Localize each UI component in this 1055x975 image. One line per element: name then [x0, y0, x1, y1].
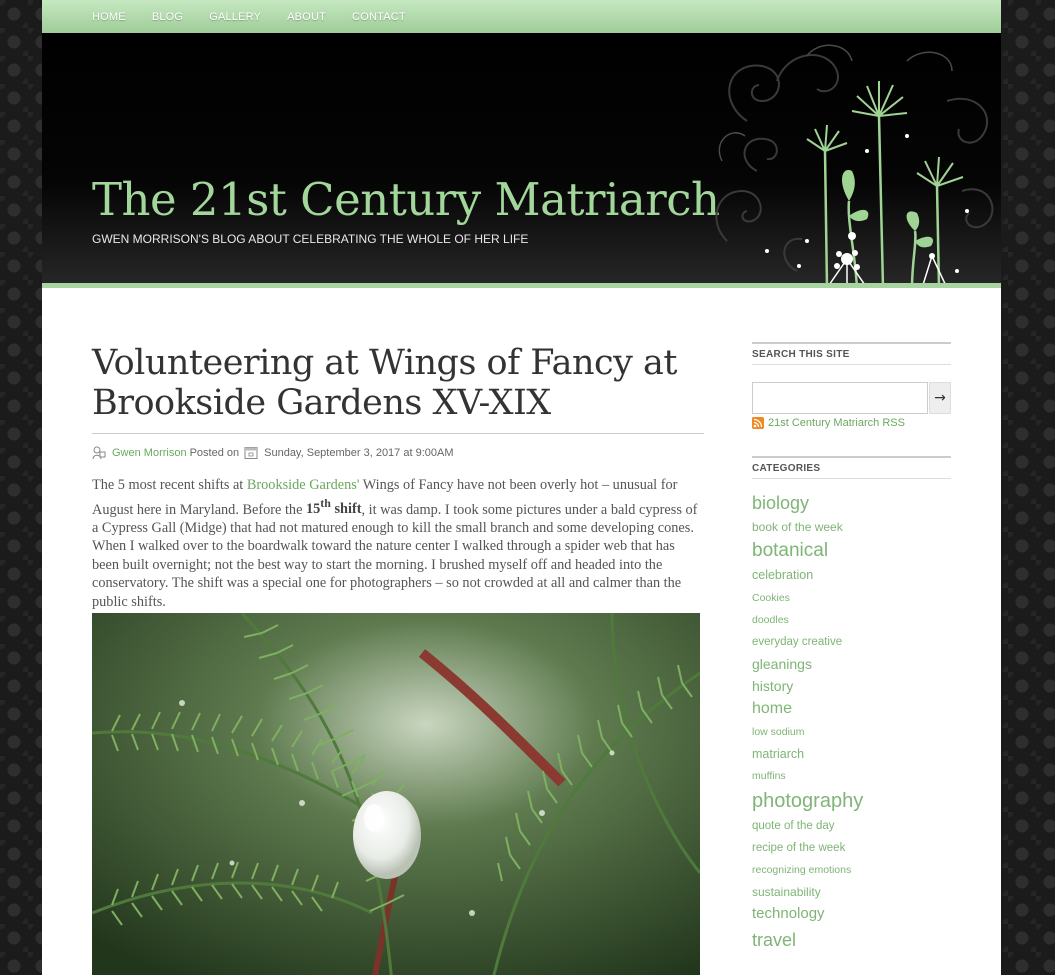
site-tagline: GWEN MORRISON'S BLOG ABOUT CELEBRATING THE WHOLE OF HER LIFE — [92, 232, 529, 246]
search-input[interactable] — [752, 382, 928, 414]
calendar-icon — [244, 446, 258, 460]
brookside-gardens-link[interactable]: Brookside Gardens' — [246, 477, 360, 493]
post-meta — [92, 444, 704, 462]
post-bold-shift: shift — [330, 501, 362, 518]
categories-widget-title: CATEGORIES — [752, 456, 951, 479]
main-content — [92, 343, 704, 975]
floral-header-illustration — [707, 41, 1001, 288]
tag-recipe-of-the-week[interactable]: recipe of the week — [752, 842, 846, 854]
search-form — [752, 382, 951, 414]
tag-botanical[interactable]: botanical — [752, 540, 829, 561]
tag-recognizing-emotions[interactable]: recognizing emotions — [752, 864, 852, 876]
tag-matriarch[interactable]: matriarch — [752, 747, 805, 761]
nav-home[interactable]: HOME — [92, 10, 126, 23]
post-author-link[interactable]: Gwen Morrison — [112, 447, 187, 459]
tag-home[interactable]: home — [752, 700, 793, 717]
post-title-line1: Volunteering at Wings of Fancy at — [92, 343, 677, 383]
post-bold-sup: th — [320, 496, 331, 511]
tag-quote-of-the-day[interactable]: quote of the day — [752, 820, 835, 832]
nav-gallery[interactable]: GALLERY — [209, 10, 262, 23]
rss-icon — [752, 417, 764, 429]
tag-book-of-the-week[interactable]: book of the week — [752, 520, 843, 534]
post-photo-cypress-gall[interactable] — [92, 613, 700, 975]
post-text-2: Wings of Fancy have not been overly hot – unusual for August here in Maryland. Before the — [92, 477, 678, 518]
tag-doodles[interactable]: doodles — [752, 614, 789, 626]
category-tag-cloud — [752, 491, 951, 955]
post-text-1: The 5 most recent shifts at — [92, 477, 247, 493]
post-bold-num: 15 — [306, 501, 321, 518]
nav-contact[interactable]: CONTACT — [352, 10, 406, 23]
post-date: Sunday, September 3, 2017 at 9:00AM — [264, 447, 454, 459]
tag-sustainability[interactable]: sustainability — [752, 885, 821, 899]
tag-everyday-creative[interactable]: everyday creative — [752, 636, 843, 648]
tag-travel[interactable]: travel — [752, 930, 797, 950]
tag-muffins[interactable]: muffins — [752, 770, 786, 782]
nav-blog[interactable]: BLOG — [151, 10, 184, 23]
posted-on-label: Posted on — [189, 447, 240, 459]
top-nav — [42, 0, 1001, 33]
sidebar — [752, 342, 951, 955]
tag-photography[interactable]: photography — [752, 790, 864, 812]
rss-link[interactable] — [752, 417, 951, 429]
post-text-3: , it was damp. I took some pictures under a bald cypress of a Cypress Gall (Midge) that had not matured enough to kill the small branch and some developing cones. When I walked over to the boardwalk toward the nature center I walked through a spider web that has been built overnight; not the best way to start the morning. I brushed myself off and headed into the conservatory. The shift was a special one for photographers – so not crowded at all and calmer than the public shifts. — [92, 501, 698, 610]
page — [42, 0, 1001, 975]
nav-about[interactable]: ABOUT — [287, 10, 327, 23]
tag-biology[interactable]: biology — [752, 493, 810, 513]
tag-history[interactable]: history — [752, 678, 794, 694]
user-icon — [92, 446, 106, 460]
post-body — [92, 476, 704, 611]
rss-label: 21st Century Matriarch RSS — [768, 417, 905, 429]
tag-low-sodium[interactable]: low sodium — [752, 726, 805, 738]
search-button[interactable]: → — [929, 382, 951, 414]
post-title[interactable] — [92, 343, 704, 434]
post-bold-15th — [306, 496, 362, 518]
site-title[interactable]: The 21st Century Matriarch — [92, 173, 720, 226]
tag-celebration[interactable]: celebration — [752, 568, 814, 582]
tag-cookies[interactable]: Cookies — [752, 592, 790, 604]
post-title-line2: Brookside Gardens XV-XIX — [92, 383, 551, 423]
tag-technology[interactable]: technology — [752, 905, 825, 922]
tag-gleanings[interactable]: gleanings — [752, 656, 812, 672]
site-header — [42, 33, 1001, 288]
search-widget-title: SEARCH THIS SITE — [752, 342, 951, 365]
